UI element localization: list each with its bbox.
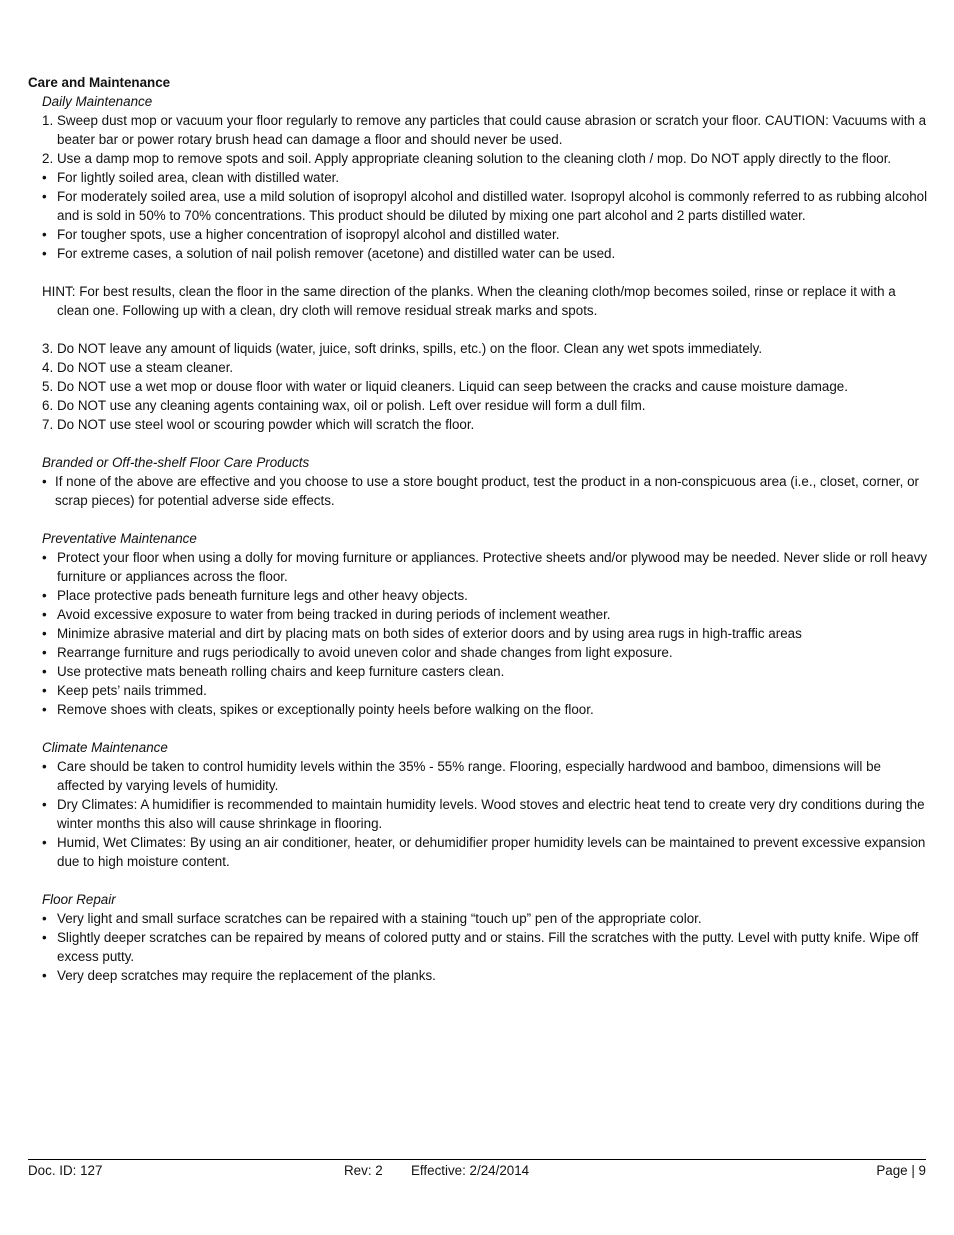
page-footer <box>28 1159 926 1181</box>
list-item: • Keep pets’ nails trimmed. <box>42 683 207 698</box>
page-number: Page | 9 <box>876 1163 926 1178</box>
revision: Rev: 2 <box>344 1163 383 1178</box>
list-item: • Very light and small surface scratches can be repaired with a staining “touch up” pen of the appropriate color. <box>42 911 702 926</box>
list-item: 6. Do NOT use any cleaning agents containing wax, oil or polish. Left over residue will form a dull film. <box>42 398 646 413</box>
list-item: • Protect your floor when using a dolly for moving furniture or appliances. Protective sheets and/or plywood may be needed. Never slide or roll heavy furniture or appliances across the floor. <box>42 550 928 584</box>
hint-note: HINT: For best results, clean the floor in the same direction of the planks. When the cleaning cloth/mop becomes soiled, rinse or replace it with a clean one. Following up with a clean, dry cloth will remove residual streak marks and spots. <box>42 284 896 318</box>
list-item: • Humid, Wet Climates: By using an air conditioner, heater, or dehumidifier proper humidity levels can be maintained to prevent excessive expansion due to high moisture content. <box>42 835 926 869</box>
list-item: 5. Do NOT use a wet mop or douse floor with water or liquid cleaners. Liquid can seep between the cracks and cause moisture damage. <box>42 379 848 394</box>
floor-repair-list <box>28 909 928 985</box>
list-item: • For moderately soiled area, use a mild solution of isopropyl alcohol and distilled water. Isopropyl alcohol is commonly referred to as rubbing alcohol and is sold in 50% to 70% concentrations. This product should be diluted by mixing one part alcohol and 2 parts distilled water. <box>42 189 928 223</box>
list-item: • For extreme cases, a solution of nail polish remover (acetone) and distilled water can be used. <box>42 246 616 261</box>
page-title: Care and Maintenance <box>28 75 171 90</box>
preventative-list <box>28 548 928 719</box>
climate-list <box>28 757 928 871</box>
section-heading-climate: Climate Maintenance <box>42 740 168 755</box>
list-item: 7. Do NOT use steel wool or scouring powder which will scratch the floor. <box>42 417 475 432</box>
list-item: • Avoid excessive exposure to water from being tracked in during periods of inclement weather. <box>42 607 611 622</box>
daily-list-continued <box>28 339 928 434</box>
section-heading-daily: Daily Maintenance <box>42 94 153 109</box>
list-item: • Care should be taken to control humidity levels within the 35% - 55% range. Flooring, especially hardwood and bamboo, dimensions will be affected by varying levels of humidity. <box>42 759 881 793</box>
effective-date: Effective: 2/24/2014 <box>411 1163 530 1178</box>
list-item: • For tougher spots, use a higher concentration of isopropyl alcohol and distilled water. <box>42 227 560 242</box>
doc-id: Doc. ID: 127 <box>28 1163 103 1178</box>
list-item: 3. Do NOT leave any amount of liquids (water, juice, soft drinks, spills, etc.) on the floor. Clean any wet spots immediately. <box>42 341 763 356</box>
list-item: • Minimize abrasive material and dirt by placing mats on both sides of exterior doors and by using area rugs in high-traffic areas <box>42 626 802 641</box>
daily-list <box>28 111 928 263</box>
list-item: 2. Use a damp mop to remove spots and soil. Apply appropriate cleaning solution to the cleaning cloth / mop. Do NOT apply directly to the floor. <box>42 151 892 166</box>
list-item: • Remove shoes with cleats, spikes or exceptionally pointy heels before walking on the floor. <box>42 702 594 717</box>
document-body <box>28 73 928 985</box>
list-item: 1. Sweep dust mop or vacuum your floor regularly to remove any particles that could cause abrasion or scratch your floor. CAUTION: Vacuums with a beater bar or power rotary brush head can damage a floor and should never be used. <box>42 113 927 147</box>
list-item: • Place protective pads beneath furniture legs and other heavy objects. <box>42 588 468 603</box>
section-heading-floor-repair: Floor Repair <box>42 892 116 907</box>
list-item: 4. Do NOT use a steam cleaner. <box>42 360 234 375</box>
list-item: • Use protective mats beneath rolling chairs and keep furniture casters clean. <box>42 664 505 679</box>
list-item: • For lightly soiled area, clean with distilled water. <box>42 170 340 185</box>
list-item: • Very deep scratches may require the replacement of the planks. <box>42 968 436 983</box>
section-heading-preventative: Preventative Maintenance <box>42 531 197 546</box>
section-heading-branded: Branded or Off-the-shelf Floor Care Products <box>42 455 310 470</box>
list-item: • Slightly deeper scratches can be repaired by means of colored putty and or stains. Fill the scratches with the putty. Level with putty knife. Wipe off excess putty. <box>42 930 919 964</box>
list-item: • Rearrange furniture and rugs periodically to avoid uneven color and shade changes from light exposure. <box>42 645 673 660</box>
list-item: • If none of the above are effective and you choose to use a store bought product, test the product in a non-conspicuous area (i.e., closet, corner, or scrap pieces) for potential adverse side effects. <box>42 474 919 508</box>
list-item: • Dry Climates: A humidifier is recommended to maintain humidity levels. Wood stoves and electric heat tend to create very dry conditions during the winter months this also will cause shrinkage in flooring. <box>42 797 925 831</box>
